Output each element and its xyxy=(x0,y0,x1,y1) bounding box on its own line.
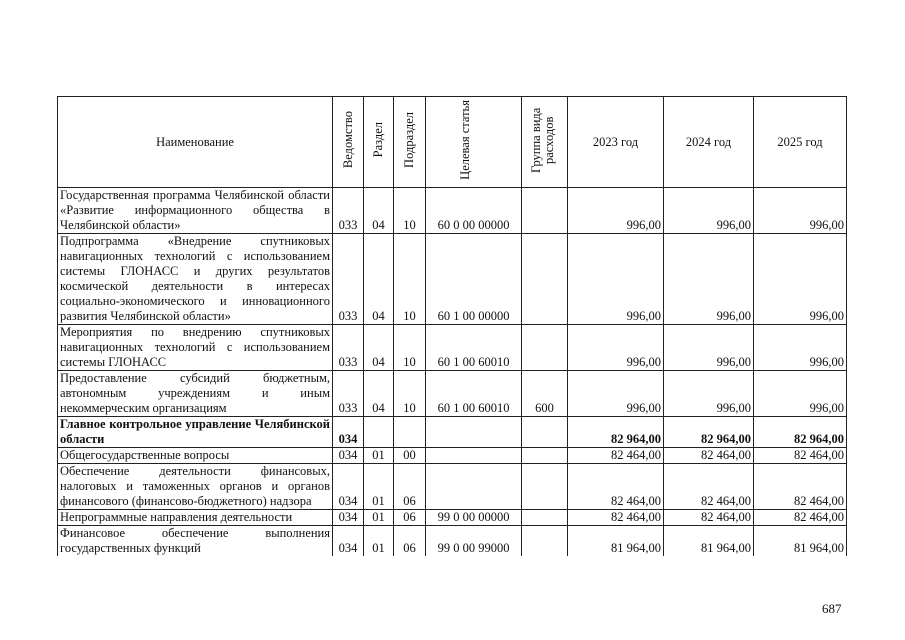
cell-name: Финансовое обеспечение выполнения государственных функций xyxy=(58,526,333,557)
cell-name: Обеспечение деятельности финансовых, налоговых и таможенных органов и органов финансового (финансово-бюджетного) надзора xyxy=(58,464,333,510)
table-row xyxy=(58,417,847,448)
cell-y2024: 82 964,00 xyxy=(664,417,754,448)
cell-y2024: 81 964,00 xyxy=(664,526,754,557)
cell-y2025: 996,00 xyxy=(754,188,847,234)
cell-name: Главное контрольное управление Челябинской области xyxy=(58,417,333,448)
cell-section: 01 xyxy=(364,510,394,526)
header-group: Группа вида расходов xyxy=(522,97,568,188)
cell-target xyxy=(426,417,522,448)
cell-subsection xyxy=(394,417,426,448)
cell-dept: 034 xyxy=(333,526,364,557)
cell-section: 01 xyxy=(364,526,394,557)
cell-target xyxy=(426,464,522,510)
cell-subsection: 06 xyxy=(394,526,426,557)
header-dept: Ведомство xyxy=(333,97,364,188)
cell-dept: 034 xyxy=(333,417,364,448)
cell-group xyxy=(522,234,568,325)
cell-y2025: 82 464,00 xyxy=(754,510,847,526)
cell-y2024: 996,00 xyxy=(664,188,754,234)
cell-y2023: 996,00 xyxy=(568,325,664,371)
cell-subsection: 10 xyxy=(394,188,426,234)
cell-section: 04 xyxy=(364,371,394,417)
cell-dept: 034 xyxy=(333,448,364,464)
cell-y2024: 996,00 xyxy=(664,325,754,371)
cell-y2024: 82 464,00 xyxy=(664,448,754,464)
cell-target: 99 0 00 99000 xyxy=(426,526,522,557)
cell-group xyxy=(522,510,568,526)
header-section: Раздел xyxy=(364,97,394,188)
cell-subsection: 06 xyxy=(394,510,426,526)
header-2025: 2025 год xyxy=(754,97,847,188)
table-row xyxy=(58,510,847,526)
cell-name: Предоставление субсидий бюджетным, автономным учреждениям и иным некоммерческим организациям xyxy=(58,371,333,417)
cell-target xyxy=(426,448,522,464)
table-body xyxy=(58,188,847,557)
table-header-row xyxy=(58,97,847,188)
budget-table xyxy=(57,96,847,556)
cell-y2024: 82 464,00 xyxy=(664,464,754,510)
cell-target: 99 0 00 00000 xyxy=(426,510,522,526)
header-2023: 2023 год xyxy=(568,97,664,188)
cell-y2025: 82 464,00 xyxy=(754,464,847,510)
cell-target: 60 0 00 00000 xyxy=(426,188,522,234)
cell-y2023: 82 464,00 xyxy=(568,510,664,526)
cell-y2023: 996,00 xyxy=(568,371,664,417)
cell-section: 01 xyxy=(364,448,394,464)
table-row xyxy=(58,371,847,417)
cell-group xyxy=(522,448,568,464)
cell-y2025: 996,00 xyxy=(754,325,847,371)
cell-y2023: 82 464,00 xyxy=(568,464,664,510)
cell-y2024: 996,00 xyxy=(664,234,754,325)
cell-dept: 033 xyxy=(333,188,364,234)
page-number: 687 xyxy=(822,601,842,616)
cell-group xyxy=(522,188,568,234)
cell-y2025: 82 964,00 xyxy=(754,417,847,448)
cell-name: Общегосударственные вопросы xyxy=(58,448,333,464)
cell-target: 60 1 00 60010 xyxy=(426,371,522,417)
cell-dept: 034 xyxy=(333,464,364,510)
cell-subsection: 10 xyxy=(394,325,426,371)
cell-section xyxy=(364,417,394,448)
table-row xyxy=(58,448,847,464)
cell-group xyxy=(522,464,568,510)
table-row xyxy=(58,188,847,234)
cell-dept: 033 xyxy=(333,325,364,371)
header-target: Целевая статья xyxy=(426,97,522,188)
cell-y2025: 996,00 xyxy=(754,234,847,325)
cell-dept: 033 xyxy=(333,371,364,417)
cell-y2023: 81 964,00 xyxy=(568,526,664,557)
cell-target: 60 1 00 60010 xyxy=(426,325,522,371)
cell-subsection: 06 xyxy=(394,464,426,510)
cell-y2023: 996,00 xyxy=(568,188,664,234)
cell-name: Государственная программа Челябинской области «Развитие информационного общества в Челябинской области» xyxy=(58,188,333,234)
cell-y2023: 82 964,00 xyxy=(568,417,664,448)
cell-y2025: 996,00 xyxy=(754,371,847,417)
cell-section: 01 xyxy=(364,464,394,510)
cell-y2025: 81 964,00 xyxy=(754,526,847,557)
cell-subsection: 00 xyxy=(394,448,426,464)
cell-y2024: 996,00 xyxy=(664,371,754,417)
cell-y2023: 82 464,00 xyxy=(568,448,664,464)
cell-section: 04 xyxy=(364,325,394,371)
cell-name: Подпрограмма «Внедрение спутниковых навигационных технологий с использованием системы ГЛОНАСС и других результатов космической деятельности в интересах социально-экономического и инновационного развития Челябинской области» xyxy=(58,234,333,325)
cell-name: Непрограммные направления деятельности xyxy=(58,510,333,526)
cell-subsection: 10 xyxy=(394,234,426,325)
cell-y2023: 996,00 xyxy=(568,234,664,325)
table-row xyxy=(58,464,847,510)
cell-group: 600 xyxy=(522,371,568,417)
header-name: Наименование xyxy=(58,97,333,188)
cell-y2025: 82 464,00 xyxy=(754,448,847,464)
cell-subsection: 10 xyxy=(394,371,426,417)
cell-target: 60 1 00 00000 xyxy=(426,234,522,325)
header-subsection: Подраздел xyxy=(394,97,426,188)
header-2024: 2024 год xyxy=(664,97,754,188)
table-row xyxy=(58,526,847,557)
table-row xyxy=(58,325,847,371)
cell-dept: 033 xyxy=(333,234,364,325)
cell-name: Мероприятия по внедрению спутниковых навигационных технологий с использованием системы ГЛОНАСС xyxy=(58,325,333,371)
cell-group xyxy=(522,325,568,371)
cell-section: 04 xyxy=(364,234,394,325)
cell-section: 04 xyxy=(364,188,394,234)
cell-group xyxy=(522,417,568,448)
cell-y2024: 82 464,00 xyxy=(664,510,754,526)
cell-dept: 034 xyxy=(333,510,364,526)
table-row xyxy=(58,234,847,325)
cell-group xyxy=(522,526,568,557)
